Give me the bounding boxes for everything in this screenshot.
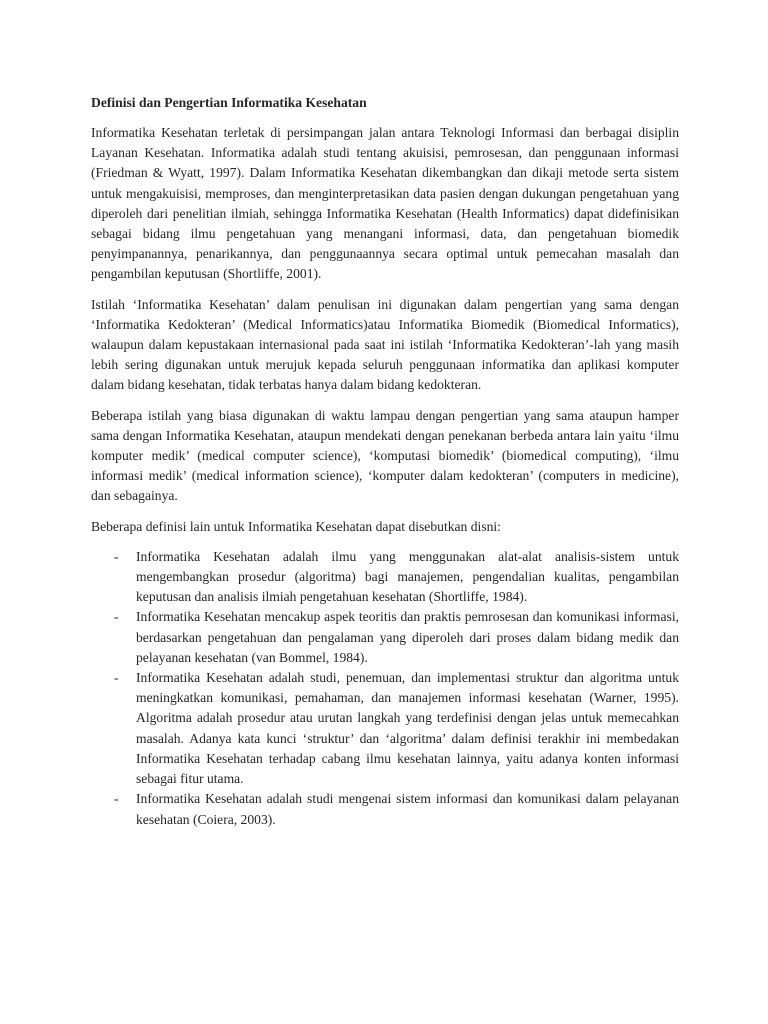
list-item — [91, 547, 679, 608]
definition-list — [91, 547, 679, 830]
list-item-text: Informatika Kesehatan adalah studi, penemuan, dan implementasi struktur dan algoritma untuk meningkatkan komunikasi, pemahaman, dan manajemen informasi kesehatan (Warner, 1995). Algoritma adalah prosedur atau urutan langkah yang terdefinisi dengan jelas untuk memecahkan masalah. Adanya kata kunci ‘struktur’ dan ‘algoritma’ dalam definisi terakhir ini membedakan Informatika Kesehatan terhadap cabang ilmu kesehatan lainnya, yaitu adanya konten informasi sebagai fitur utama. — [136, 670, 679, 787]
list-item — [91, 668, 679, 789]
paragraph-definisi-intro: Beberapa definisi lain untuk Informatika Kesehatan dapat disebutkan disni: — [91, 518, 501, 534]
list-item-text: Informatika Kesehatan mencakup aspek teoritis dan praktis pemrosesan dan komunikasi informasi, berdasarkan pengetahuan dan pengalaman yang diperoleh dari proses dalam bidang medik dan pelayanan kesehatan (van Bommel, 1984). — [136, 609, 679, 665]
paragraph-istilah: Istilah ‘Informatika Kesehatan’ dalam penulisan ini digunakan dalam pengertian yang sama dengan ‘Informatika Kedokteran’ (Medical Informatics)atau Informatika Biomedik (Biomedical Informatics), walaupun dalam kepustakaan internasional pada saat ini istilah ‘Informatika Kedokteran’-lah yang masih lebih sering digunakan untuk merujuk kepada seluruh penggunaan informatika dan aplikasi komputer dalam bidang kesehatan, tidak terbatas hanya dalam bidang kedokteran. — [91, 296, 679, 393]
document-title: Definisi dan Pengertian Informatika Kesehatan — [91, 95, 367, 110]
list-bullet-dash: - — [114, 609, 119, 625]
list-bullet-dash: - — [114, 670, 119, 686]
list-item-text: Informatika Kesehatan adalah ilmu yang menggunakan alat-alat analisis-sistem untuk mengembangkan prosedur (algoritma) bagi manajemen, pengendalian kualitas, pengambilan keputusan dan analisis ilmiah pengetahuan kesehatan (Shortliffe, 1984). — [136, 548, 679, 605]
list-bullet-dash: - — [114, 548, 119, 564]
list-bullet-dash: - — [114, 791, 119, 807]
list-item — [91, 607, 679, 668]
document-body — [91, 93, 679, 830]
paragraph-intro: Informatika Kesehatan terletak di persimpangan jalan antara Teknologi Informasi dan berbagai disiplin Layanan Kesehatan. Informatika adalah studi tentang akuisisi, pemrosesan, dan penggunaan informasi (Friedman & Wyatt, 1997). Dalam Informatika Kesehatan dikembangkan dan dikaji metode serta sistem untuk mengakuisisi, memproses, dan menginterpretasikan data pasien dengan dukungan pengetahuan yang diperoleh dari penelitian ilmiah, sehingga Informatika Kesehatan (Health Informatics) dapat didefinisikan sebagai bidang ilmu pengetahuan yang menangani informasi, data, dan pengetahuan biomedik penyimpanannya, penarikannya, dan penggunaannya secara optimal untuk pemecahan masalah dan pengambilan keputusan (Shortliffe, 2001). — [91, 125, 679, 282]
list-item — [91, 789, 679, 829]
list-item-text: Informatika Kesehatan adalah studi mengenai sistem informasi dan komunikasi dalam pelayanan kesehatan (Coiera, 2003). — [136, 791, 679, 827]
paragraph-beberapa-istilah: Beberapa istilah yang biasa digunakan di waktu lampau dengan pengertian yang sama ataupun hamper sama dengan Informatika Kesehatan, ataupun mendekati dengan penekanan berbeda antara lain yaitu ‘ilmu komputer medik’ (medical computer science), ‘komputasi biomedik’ (biomedical computing), ‘ilmu informasi medik’ (medical information science), ‘komputer dalam kedokteran’ (computers in medicine), dan sebagainya. — [91, 407, 679, 504]
